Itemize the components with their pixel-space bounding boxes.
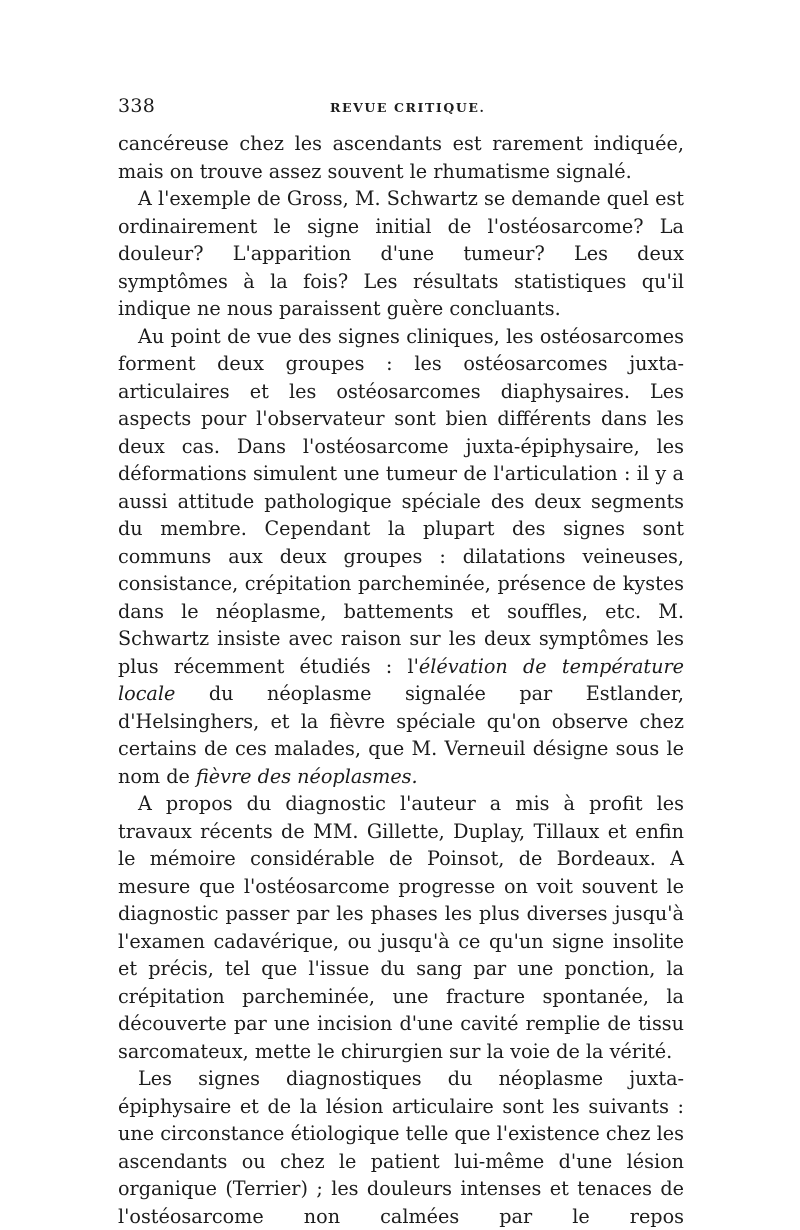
paragraph-4: A propos du diagnostic l'auteur a mis à profit les travaux récents de MM. Gillette, Duplay, Tillaux et enfin le mémoire considérable de Poinsot, de Bordeaux. A mesure que l'ostéosarcome progresse on voit souvent le diagnostic passer par les phases les plus diverses jusqu'à l'examen cadavérique, ou jusqu'à ce qu'un signe insolite et précis, tel que l'issue du sang par une ponction, la crépitation parcheminée, une fracture spontanée, la découverte par une incision d'une cavité remplie de tissu sarcomateux, mette le chirurgien sur la voie de la vérité. [118,792,684,1063]
paragraph-3-italic-temperature: élévation de température locale [118,654,684,705]
paragraph-3 [118,323,684,791]
running-head: REVUE CRITIQUE. [330,100,486,115]
page-header [118,95,684,121]
paragraph-3-text-a: Au point de vue des signes cliniques, les ostéosarcomes forment deux groupes : les ostéosarcomes juxta-articulaires et les ostéosarcomes diaphysaires. Les aspects pour l'observateur sont bien différents dans les deux cas. Dans l'ostéosarcome juxta-épiphysaire, les déformations simulent une tumeur de l'articulation : il y a aussi attitude pathologique spéciale des deux segments du membre. Cependant la plupart des signes sont communs aux deux groupes : dilatations veineuses, consistance, crépitation parcheminée, présence de kystes dans le néoplasme, battements et souffles, etc. M. Schwartz insiste avec raison sur les deux symptômes les plus récemment étudiés : l' [118,324,684,678]
body-text [118,130,684,1230]
page-number: 338 [118,95,156,117]
paragraph-3-italic-fievre: fièvre des néoplasmes. [195,764,418,788]
paragraph-3-text-c: du néoplasme signalée par Estlander, d'Helsinghers, et la fièvre spéciale qu'on observe chez certains de ces malades, que M. Verneuil désigne sous le nom de [118,682,684,788]
paragraph-1: cancéreuse chez les ascendants est rarement indiquée, mais on trouve assez souvent le rhumatisme signalé. [118,132,684,183]
paragraph-2: A l'exemple de Gross, M. Schwartz se demande quel est ordinairement le signe initial de l'ostéosarcome? La douleur? L'apparition d'une tumeur? Les deux symptômes à la fois? Les résultats statistiques qu'il indique ne nous paraissent guère concluants. [118,187,684,320]
paragraph-5: Les signes diagnostiques du néoplasme juxta-épiphysaire et de la lésion articulaire sont les suivants : une circonstance étiologique telle que l'existence chez les ascendants ou chez le patient lui-même d'une lésion organique (Terrier) ; les douleurs intenses et tenaces de l'ostéosarcome non calmées par le repos [118,1067,684,1228]
